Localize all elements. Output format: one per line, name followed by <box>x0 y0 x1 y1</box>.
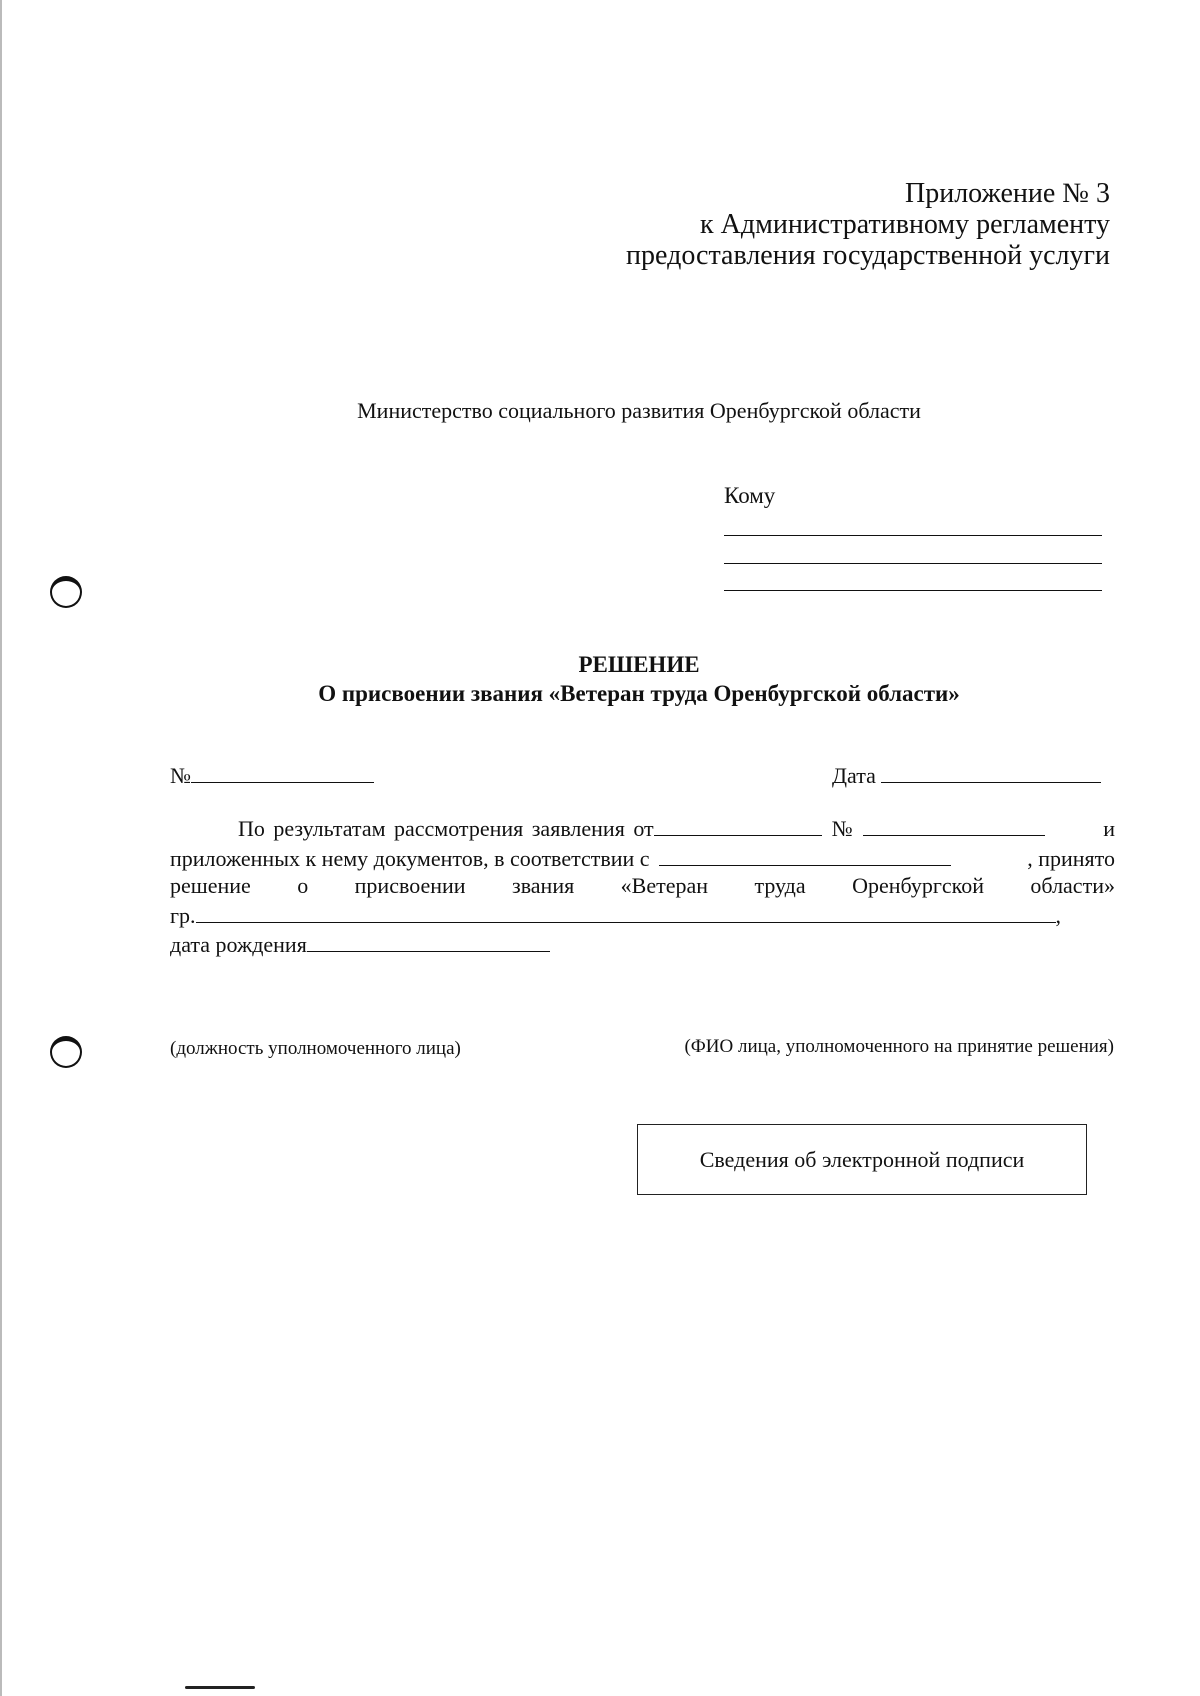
document-title <box>0 650 1200 708</box>
recipient-line-3[interactable] <box>724 590 1102 591</box>
recipient-line-2[interactable] <box>724 563 1102 564</box>
decision-word: Оренбургской <box>852 873 984 898</box>
decision-number-label: № <box>170 763 191 788</box>
birth-date-label: дата рождения <box>170 932 307 957</box>
ministry-name: Министерство социального развития Оренбургской области <box>357 398 921 423</box>
application-date-field[interactable] <box>654 813 822 836</box>
body-line-3 <box>170 872 1115 900</box>
decision-word: труда <box>754 873 806 898</box>
decision-word: о <box>297 873 309 898</box>
decision-number-row <box>170 760 374 789</box>
decision-date-row <box>832 760 1101 789</box>
decision-date-field[interactable] <box>881 760 1101 783</box>
body-line-2 <box>170 843 1115 873</box>
decision-word: области» <box>1030 873 1115 898</box>
decision-word: звания <box>512 873 575 898</box>
appendix-service: предоставления государственной услуги <box>626 240 1110 271</box>
bottom-edge-mark <box>185 1686 255 1689</box>
recipient-line-1[interactable] <box>724 535 1102 536</box>
document-heading: РЕШЕНИЕ <box>578 652 700 677</box>
body-line-4 <box>170 900 1115 930</box>
recipient-label: Кому <box>724 483 776 508</box>
legal-basis-field[interactable] <box>659 843 951 866</box>
citizen-comma: , <box>1055 902 1062 928</box>
electronic-signature-box <box>637 1124 1087 1195</box>
left-edge-mark <box>0 0 2 1696</box>
punch-hole-bottom <box>50 1036 82 1068</box>
appendix-reference: к Административному регламенту <box>700 209 1110 240</box>
conjunction-and: и <box>1103 816 1115 841</box>
decision-date-label: Дата <box>832 763 876 788</box>
birth-date-field[interactable] <box>307 929 550 952</box>
official-name-caption: (ФИО лица, уполномоченного на принятие решения) <box>684 1036 1114 1057</box>
accordance-text: приложенных к нему документов, в соответствии с <box>170 845 650 871</box>
punch-hole-top <box>50 576 82 608</box>
appendix-header <box>510 178 1110 271</box>
body-line-5 <box>170 929 1115 959</box>
body-line-1 <box>170 813 1115 843</box>
citizen-name-field[interactable] <box>196 900 1056 923</box>
decision-word: решение <box>170 873 251 898</box>
decision-word: «Ветеран <box>620 873 709 898</box>
decision-number-field[interactable] <box>191 760 374 783</box>
citizen-label: гр. <box>170 902 196 928</box>
application-number-field[interactable] <box>863 813 1045 836</box>
electronic-signature-label: Сведения об электронной подписи <box>699 1146 1025 1172</box>
application-date-text: По результатам рассмотрения заявления от <box>238 816 654 841</box>
decision-body <box>170 813 1115 959</box>
application-number-label: № <box>831 816 853 841</box>
document-subheading: О присвоении звания «Ветеран труда Оренбургской области» <box>318 681 960 706</box>
accepted-text: , принято <box>1027 845 1115 871</box>
decision-word: присвоении <box>354 873 466 898</box>
appendix-number: Приложение № 3 <box>905 178 1110 209</box>
official-position-caption: (должность уполномоченного лица) <box>170 1038 461 1059</box>
